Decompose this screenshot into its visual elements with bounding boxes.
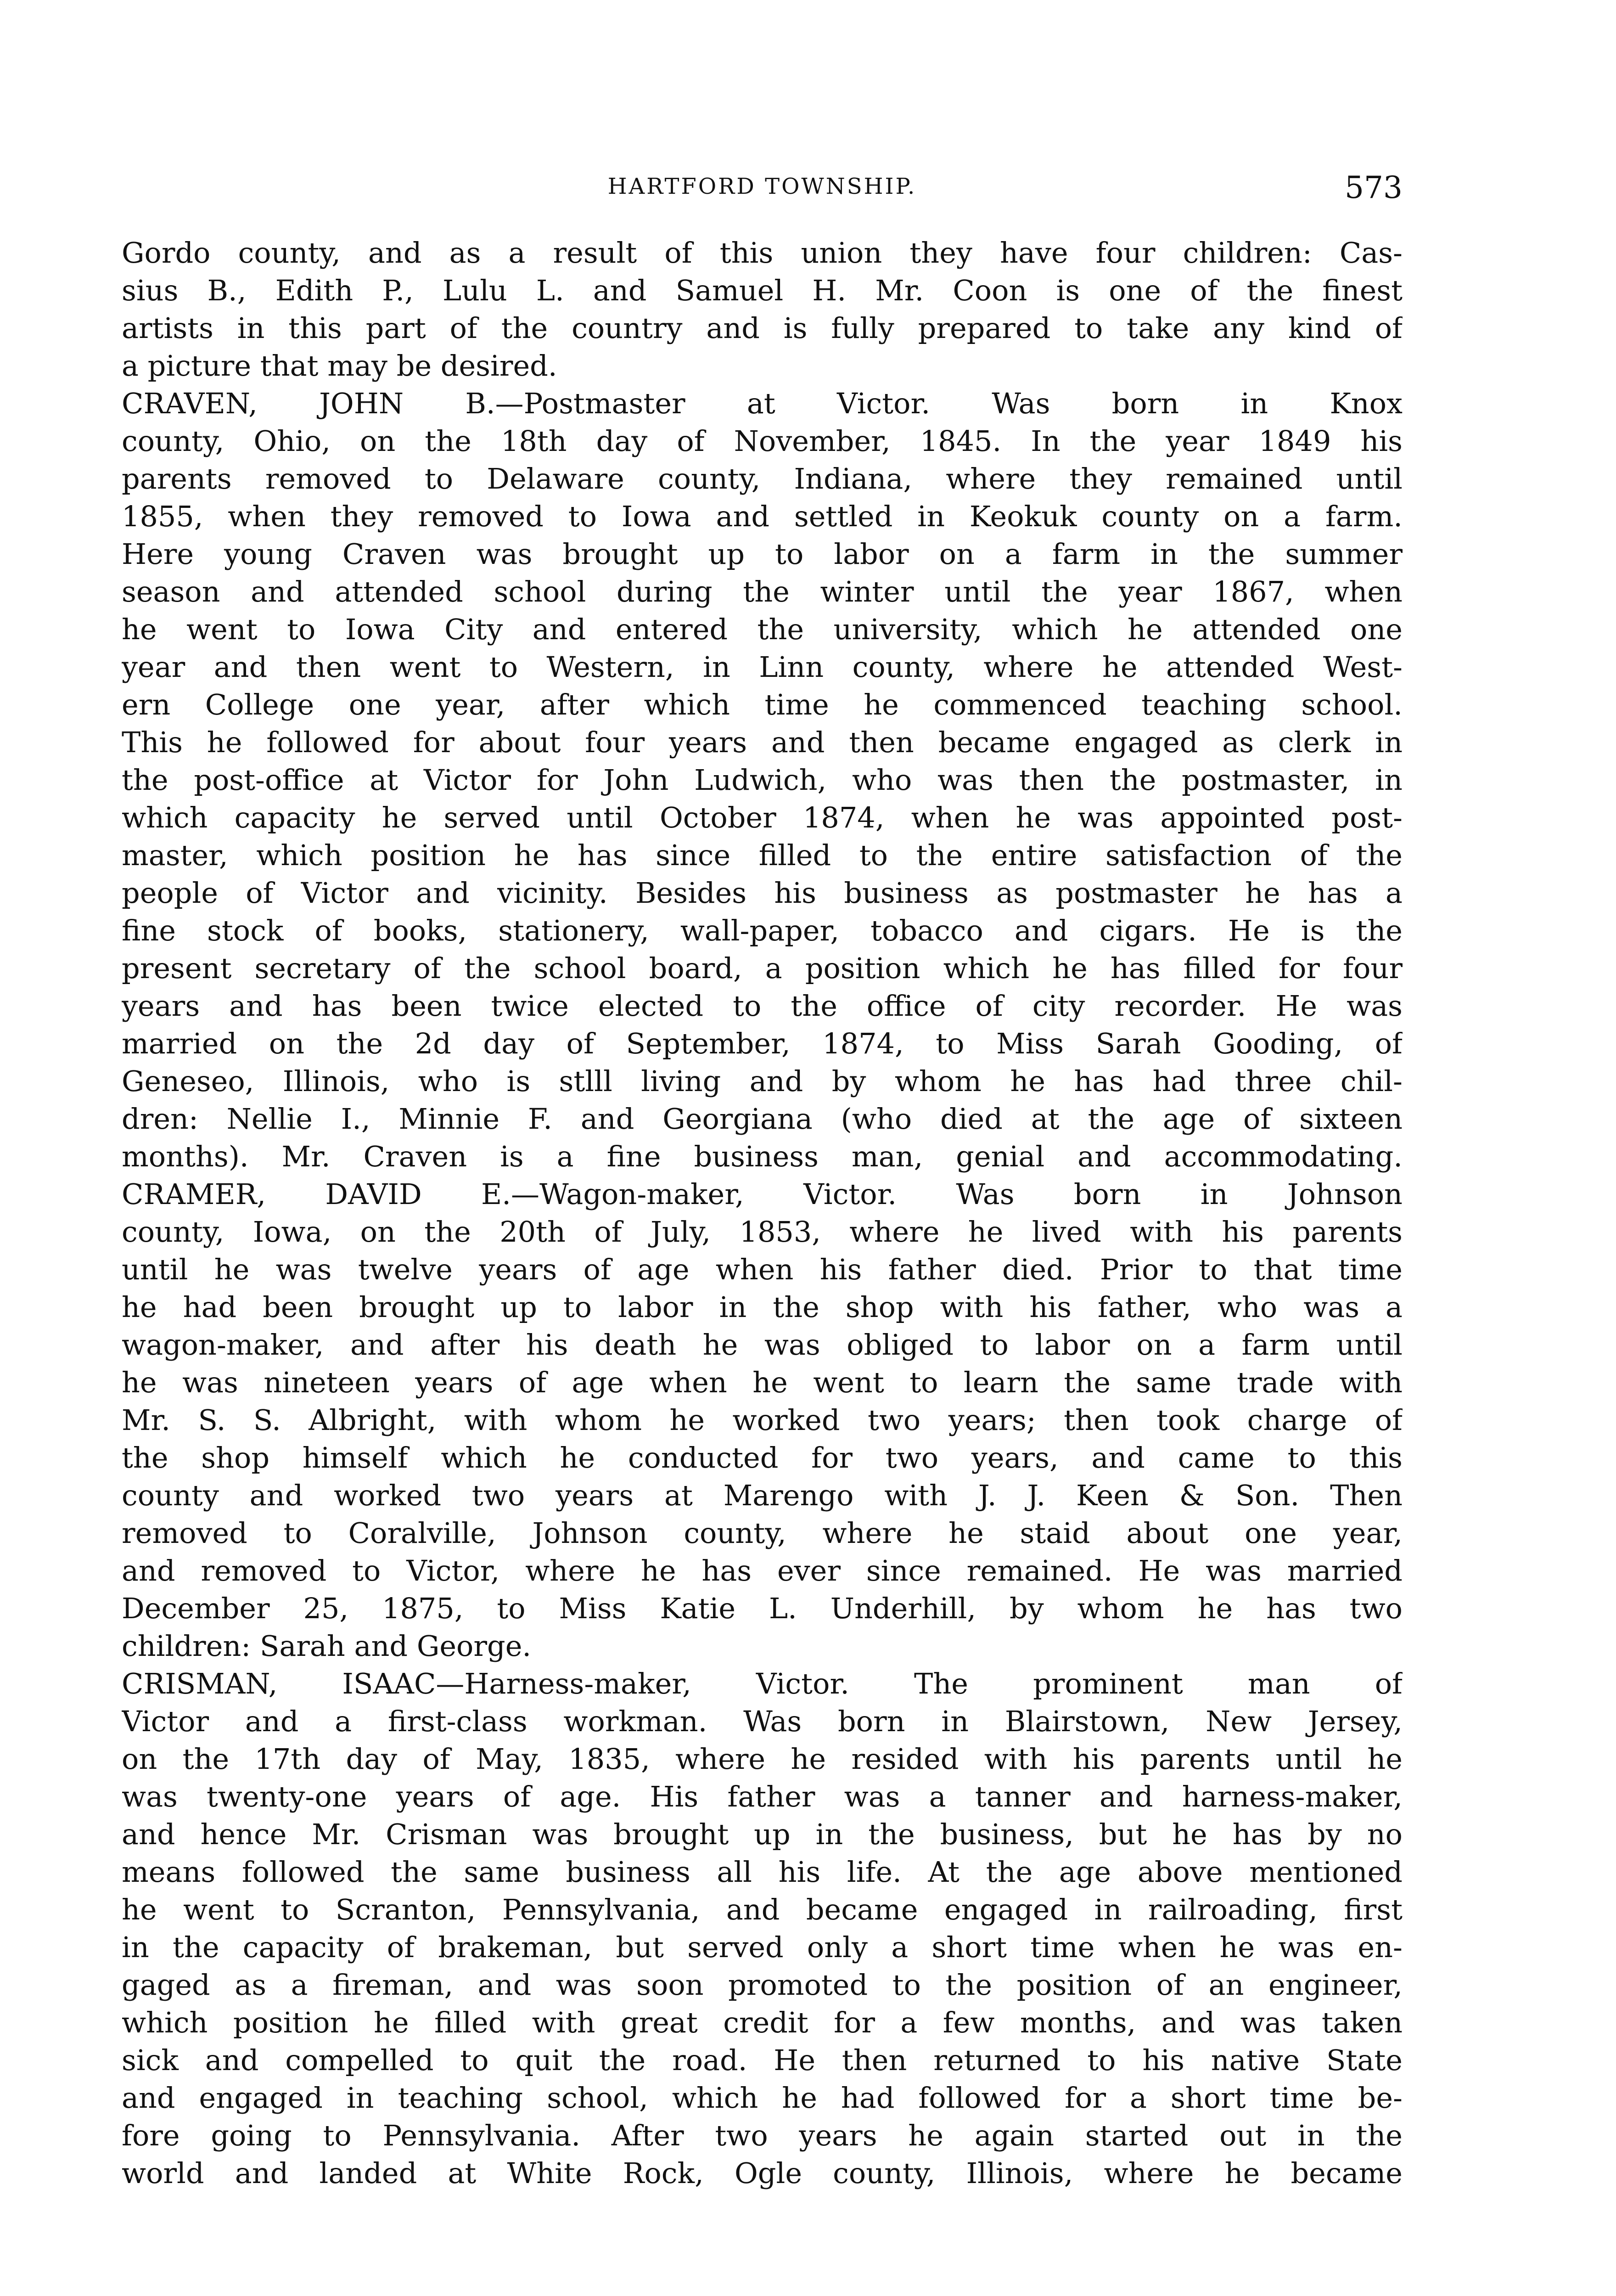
text-line: sick and compelled to quit the road. He then returned to his native State bbox=[122, 2043, 1403, 2077]
text-line: he had been brought up to labor in the shop with his father, who was a bbox=[122, 1290, 1403, 1324]
text-line: which position he filled with great credit for a few months, and was taken bbox=[122, 2006, 1403, 2039]
text-line: world and landed at White Rock, Ogle county, Illinois, where he became bbox=[122, 2156, 1403, 2190]
text-line: This he followed for about four years and then became engaged as clerk in bbox=[122, 726, 1403, 759]
text-line: and removed to Victor, where he has ever since remained. He was married bbox=[122, 1554, 1403, 1587]
text-line: and engaged in teaching school, which he had followed for a short time be- bbox=[122, 2081, 1403, 2115]
page-header bbox=[122, 170, 1403, 211]
text-line: he was nineteen years of age when he went to learn the same trade with bbox=[122, 1366, 1403, 1399]
entry-heading-line: CRAMER, DAVID E.—Wagon-maker, Victor. Was born in Johnson bbox=[122, 1177, 1403, 1211]
running-head: HARTFORD TOWNSHIP. bbox=[607, 174, 917, 199]
text-line: parents removed to Delaware county, Indiana, where they remained until bbox=[122, 462, 1403, 495]
text-line: years and has been twice elected to the office of city recorder. He was bbox=[122, 989, 1403, 1023]
text-line: county, Ohio, on the 18th day of November, 1845. In the year 1849 his bbox=[122, 424, 1403, 458]
text-line: gaged as a fireman, and was soon promoted to the position of an engineer, bbox=[122, 1968, 1403, 2002]
text-line: and hence Mr. Crisman was brought up in the business, but he has by no bbox=[122, 1818, 1403, 1851]
text-line: December 25, 1875, to Miss Katie L. Underhill, by whom he has two bbox=[122, 1592, 1403, 1625]
entry-heading-line: CRISMAN, ISAAC—Harness-maker, Victor. The prominent man of bbox=[122, 1667, 1403, 1700]
text-line: dren: Nellie I., Minnie F. and Georgiana (who died at the age of sixteen bbox=[122, 1102, 1403, 1136]
text-line: on the 17th day of May, 1835, where he resided with his parents until he bbox=[122, 1742, 1403, 1776]
text-line: until he was twelve years of age when his father died. Prior to that time bbox=[122, 1253, 1403, 1286]
text-line: in the capacity of brakeman, but served only a short time when he was en- bbox=[122, 1930, 1403, 1964]
text-line: ern College one year, after which time he commenced teaching school. bbox=[122, 688, 1403, 721]
text-line: means followed the same business all his life. At the age above mentioned bbox=[122, 1855, 1403, 1889]
text-line: master, which position he has since filled to the entire satisfaction of the bbox=[122, 838, 1403, 872]
text-line: Here young Craven was brought up to labor on a farm in the summer bbox=[122, 537, 1403, 571]
text-line: Mr. S. S. Albright, with whom he worked two years; then took charge of bbox=[122, 1403, 1403, 1437]
text-line: Geneseo, Illinois, who is stlll living and by whom he has had three chil- bbox=[122, 1064, 1403, 1098]
text-line: present secretary of the school board, a position which he has filled for four bbox=[122, 951, 1403, 985]
text-line: artists in this part of the country and is fully prepared to take any kind of bbox=[122, 311, 1403, 345]
body-text bbox=[122, 234, 1403, 2192]
text-line: 1855, when they removed to Iowa and settled in Keokuk county on a farm. bbox=[122, 500, 1403, 533]
text-line: he went to Iowa City and entered the university, which he attended one bbox=[122, 613, 1403, 646]
text-line: was twenty-one years of age. His father was a tanner and harness-maker, bbox=[122, 1780, 1403, 1813]
text-line: year and then went to Western, in Linn county, where he attended West- bbox=[122, 650, 1403, 684]
text-line: fine stock of books, stationery, wall-paper, tobacco and cigars. He is the bbox=[122, 914, 1403, 947]
text-line: a picture that may be desired. bbox=[122, 349, 557, 383]
text-line: county, Iowa, on the 20th of July, 1853, where he lived with his parents bbox=[122, 1215, 1403, 1249]
text-line: people of Victor and vicinity. Besides his business as postmaster he has a bbox=[122, 876, 1403, 910]
entry-heading-line: CRAVEN, JOHN B.—Postmaster at Victor. Was born in Knox bbox=[122, 387, 1403, 420]
page-number: 573 bbox=[1345, 170, 1403, 205]
text-line: fore going to Pennsylvania. After two years he again started out in the bbox=[122, 2119, 1403, 2152]
text-line: sius B., Edith P., Lulu L. and Samuel H. Mr. Coon is one of the finest bbox=[122, 274, 1403, 307]
text-line: children: Sarah and George. bbox=[122, 1629, 532, 1663]
text-line: months). Mr. Craven is a fine business man, genial and accommodating. bbox=[122, 1140, 1403, 1173]
text-line: married on the 2d day of September, 1874, to Miss Sarah Gooding, of bbox=[122, 1027, 1403, 1060]
text-line: which capacity he served until October 1874, when he was appointed post- bbox=[122, 801, 1403, 834]
text-line: wagon-maker, and after his death he was obliged to labor on a farm until bbox=[122, 1328, 1403, 1362]
text-line: he went to Scranton, Pennsylvania, and became engaged in railroading, first bbox=[122, 1893, 1403, 1926]
text-line: Gordo county, and as a result of this union they have four children: Cas- bbox=[122, 236, 1403, 270]
text-line: removed to Coralville, Johnson county, where he staid about one year, bbox=[122, 1516, 1403, 1550]
text-line: season and attended school during the winter until the year 1867, when bbox=[122, 575, 1403, 608]
text-line: the shop himself which he conducted for two years, and came to this bbox=[122, 1441, 1403, 1474]
text-line: Victor and a first-class workman. Was born in Blairstown, New Jersey, bbox=[122, 1705, 1403, 1738]
text-line: the post-office at Victor for John Ludwich, who was then the postmaster, in bbox=[122, 763, 1403, 797]
text-line: county and worked two years at Marengo with J. J. Keen & Son. Then bbox=[122, 1479, 1403, 1512]
